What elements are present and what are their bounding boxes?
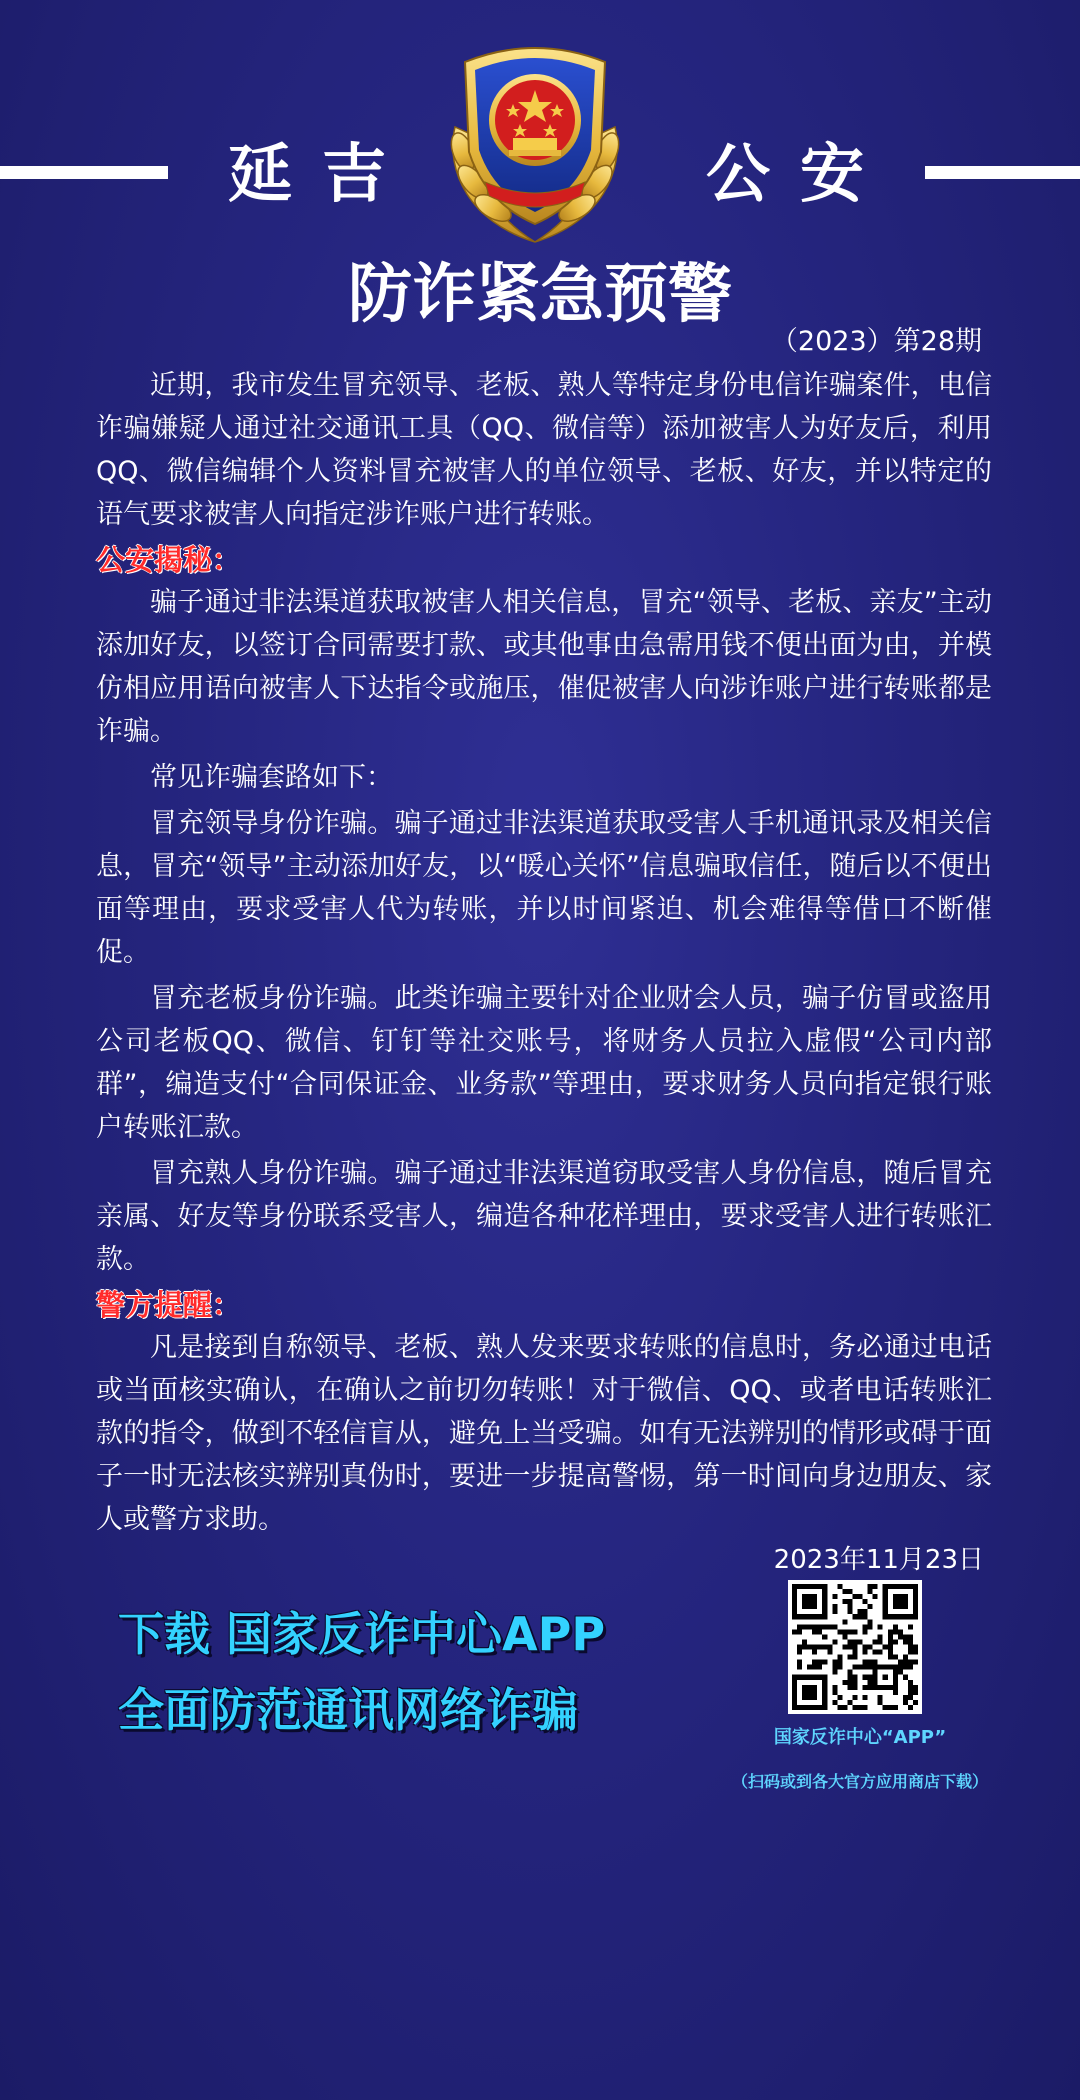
bureau-name: 公安 (706, 137, 894, 212)
paragraph-impersonate-leader: 冒充领导身份诈骗。骗子通过非法渠道获取受害人手机通讯录及相关信息，冒充“领导”主动添加好友，以“暖心关怀”信息骗取信任，随后以不便出面等理由，要求受害人代为转账，并以时间紧迫、机会难得等借口不断催促。 (96, 808, 992, 968)
page-title: 防诈紧急预警 (348, 258, 732, 332)
paragraph-common-tactics: 常见诈骗套路如下： (150, 762, 393, 793)
section-heading-police-reminder: 警方提醒： (96, 1288, 242, 1322)
qr-caption: 国家反诈中心“APP” (773, 1727, 947, 1748)
paragraph-impersonate-acquaintance: 冒充熟人身份诈骗。骗子通过非法渠道窃取受害人身份信息，随后冒充亲属、好友等身份联系受害人，编造各种花样理由，要求受害人进行转账汇款。 (96, 1158, 992, 1275)
download-slogan (118, 1596, 678, 1748)
slogan-line-2: 全面防范通讯网络诈骗 (118, 1683, 578, 1737)
issue-number: （2023）第28期 (770, 326, 982, 357)
paragraph-reminder: 凡是接到自称领导、老板、熟人发来要求转账的信息时，务必通过电话或当面核实确认，在确认之前切勿转账！对于微信、QQ、或者电话转账汇款的指令，做到不轻信盲从，避免上当受骗。如有无法辨别的情形或碍于面子一时无法核实辨别真伪时，要进一步提高警惕，第一时间向身边朋友、家人或警方求助。 (96, 1332, 992, 1535)
qr-code-icon (792, 1584, 918, 1710)
paragraph-impersonate-boss: 冒充老板身份诈骗。此类诈骗主要针对企业财会人员，骗子仿冒或盗用公司老板QQ、微信、钉钉等社交账号，将财务人员拉入虚假“公司内部群”，编造支付“合同保证金、业务款”等理由，要求财务人员向指定银行账户转账汇款。 (96, 983, 992, 1143)
qr-code[interactable] (788, 1580, 922, 1714)
publish-date: 2023年11月23日 (773, 1545, 984, 1575)
qr-download-note: （扫码或到各大官方应用商店下载） (731, 1772, 988, 1791)
header-line-right (925, 166, 1080, 179)
city-name: 延吉 (228, 137, 416, 212)
header-line-left (0, 166, 168, 179)
police-emblem-icon (425, 32, 645, 250)
paragraph-scam-method: 骗子通过非法渠道获取被害人相关信息，冒充“领导、老板、亲友”主动添加好友，以签订合同需要打款、或其他事由急需用钱不便出面为由，并模仿相应用语向被害人下达指令或施压，催促被害人向涉诈账户进行转账都是诈骗。 (96, 587, 992, 747)
slogan-line-1: 下载 国家反诈中心APP (118, 1607, 606, 1661)
section-heading-police-reveal: 公安揭秘： (96, 543, 242, 577)
intro-paragraph: 近期，我市发生冒充领导、老板、熟人等特定身份电信诈骗案件，电信诈骗嫌疑人通过社交通讯工具（QQ、微信等）添加被害人为好友后，利用QQ、微信编辑个人资料冒充被害人的单位领导、老板、好友，并以特定的语气要求被害人向指定涉诈账户进行转账。 (96, 370, 992, 530)
notice-body (96, 364, 992, 1544)
